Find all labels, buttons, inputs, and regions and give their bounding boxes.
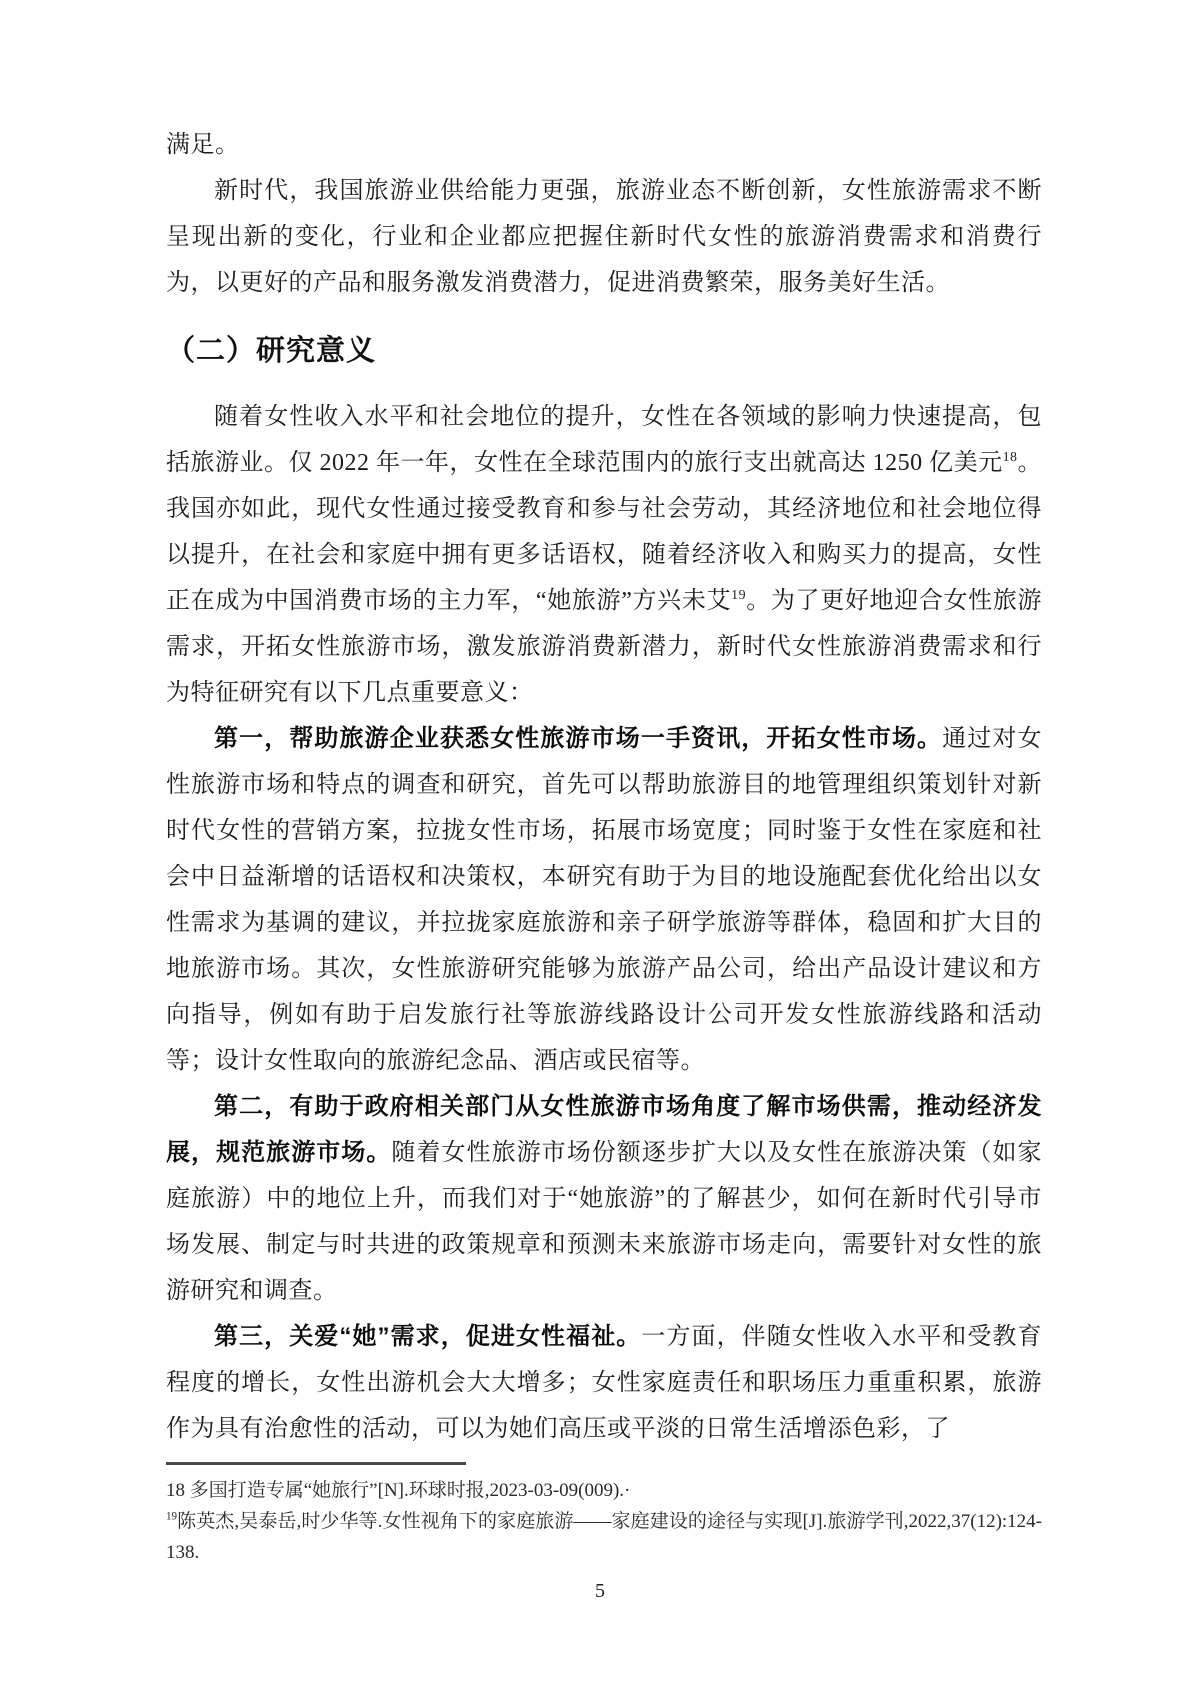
bold-text-run: 第二，有助于政府相关部门从女性旅游市场角度了解市场供需，推动经济发展，规范旅游市场。 <box>166 1093 1042 1166</box>
text-run: 新时代，我国旅游业供给能力更强，旅游业态不断创新，女性旅游需求不断呈现出新的变化，行业和企业都应把握住新时代女性的旅游消费需求和消费行为，以更好的产品和服务激发消费潜力，促进消费繁荣，服务美好生活。 <box>166 178 1042 296</box>
footnote-item <box>166 1506 1042 1568</box>
text-run: 18 多国打造专属“她旅行”[N].环球时报,2023-03-09(009).· <box>166 1480 631 1501</box>
paragraph <box>166 1084 1042 1314</box>
page-number: 5 <box>595 1580 605 1602</box>
text-run: 一方面，伴随女性收入水平和受教育程度的增长，女性出游机会大大增多；女性家庭责任和职场压力重重积累，旅游作为具有治愈性的活动，可以为她们高压或平淡的日常生活增添色彩，了 <box>166 1324 1043 1442</box>
text-run: 满足。 <box>166 132 240 158</box>
footnote-marker: 18 <box>1002 450 1018 465</box>
bold-text-run: 第三，关爱“她”需求，促进女性福祉。 <box>214 1323 642 1350</box>
text-run: 随着女性旅游市场份额逐步扩大以及女性在旅游决策（如家庭旅游）中的地位上升，而我们对于“她旅游”的了解甚少，如何在新时代引导市场发展、制定与时共进的政策规章和预测未来旅游市场走向，需要针对女性的旅游研究和调查。 <box>166 1140 1043 1304</box>
footnote-separator-rule <box>166 1462 466 1465</box>
bold-text-run: （二）研究意义 <box>166 335 377 367</box>
footnote-marker: 19 <box>166 1510 178 1523</box>
paragraph <box>166 394 1042 716</box>
section-heading <box>166 330 1042 372</box>
footnotes-section <box>0 1462 1200 1568</box>
paragraph <box>166 716 1042 1084</box>
bold-text-run: 第一，帮助旅游企业获悉女性旅游市场一手资讯，开拓女性市场。 <box>214 725 943 752</box>
footnote-list <box>166 1475 1042 1568</box>
footnote-item <box>166 1475 1042 1506</box>
paragraph <box>166 1314 1042 1452</box>
text-run: 陈英杰,吴泰岳,时少华等.女性视角下的家庭旅游——家庭建设的途径与实现[J].旅游学刊,2022,37(12):124-138. <box>166 1511 1042 1563</box>
text-run: 通过对女性旅游市场和特点的调查和研究，首先可以帮助旅游目的地管理组织策划针对新时代女性的营销方案，拉拢女性市场，拓展市场宽度；同时鉴于女性在家庭和社会中日益渐增的话语权和决策权，本研究有助于为目的地设施配套优化给出以女性需求为基调的建议，并拉拢家庭旅游和亲子研学旅游等群体，稳固和扩大目的地旅游市场。其次，女性旅游研究能够为旅游产品公司，给出产品设计建议和方向指导，例如有助于启发旅行社等旅游线路设计公司开发女性旅游线路和活动等；设计女性取向的旅游纪念品、酒店或民宿等。 <box>166 726 1042 1074</box>
text-run: 随着女性收入水平和社会地位的提升，女性在各领域的影响力快速提高，包括旅游业。仅 2022 年一年，女性在全球范围内的旅行支出就高达 1250 亿美元 <box>166 404 1042 476</box>
text-run: 。为了更好地迎合女性旅游需求，开拓女性旅游市场，激发旅游消费新潜力，新时代女性旅游消费需求和行为特征研究有以下几点重要意义： <box>166 588 1043 706</box>
paragraph <box>166 168 1042 306</box>
paragraph <box>166 122 1042 168</box>
footnote-marker: 19 <box>731 588 747 603</box>
text-run: 。我国亦如此，现代女性通过接受教育和参与社会劳动，其经济地位和社会地位得以提升，在社会和家庭中拥有更多话语权，随着经济收入和购买力的提高，女性正在成为中国消费市场的主力军，“她旅游”方兴未艾 <box>166 450 1043 614</box>
